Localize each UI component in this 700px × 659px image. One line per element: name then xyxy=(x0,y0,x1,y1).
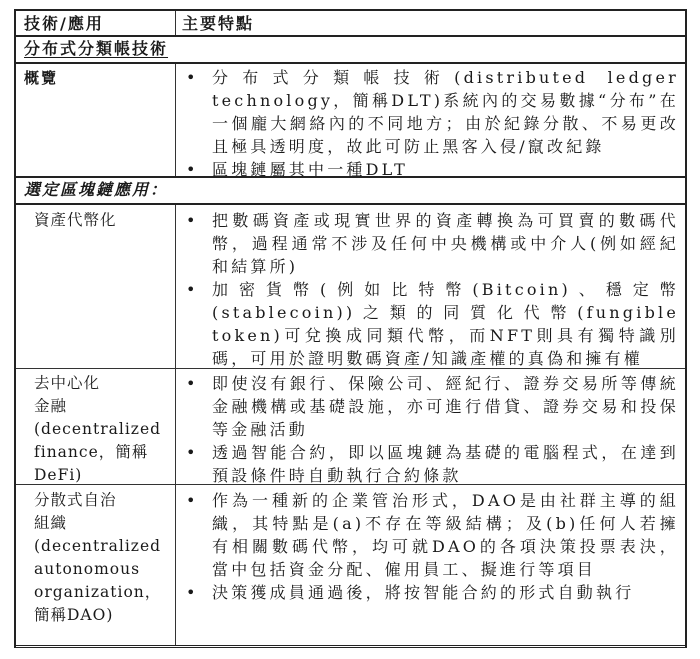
row-label: 分散式自治 組織 (decentralized autonomous organization， 簡稱DAO) xyxy=(16,485,176,645)
header-key-features: 主要特點 xyxy=(182,14,255,33)
row-features xyxy=(176,369,685,484)
table-row-overview xyxy=(16,64,685,178)
list-item: • 把數碼資產或現實世界的資產轉換為可買賣的數碼代幣，過程通常不涉及任何中央機構或中介人(例如經紀和結算所) xyxy=(182,209,679,278)
list-item: • 分布式分類帳技術(distributed ledger technology，簡稱DLT)系統內的交易數據“分布”在一個龐大網絡內的不同地方；由於紀錄分散、不易更改且極具透明度，故此可防止黑客入侵/竄改紀錄 xyxy=(182,66,679,158)
row-features xyxy=(176,205,685,368)
list-item: • 區塊鏈屬其中一種DLT xyxy=(182,158,679,181)
table-row-tokenization xyxy=(16,205,685,369)
list-item: • 作為一種新的企業管治形式，DAO是由社群主導的組織，其特點是(a)不存在等級結構；及(b)任何人若擁有相關數碼代幣，均可就DAO的各項決策投票表決，當中包括資金分配、僱用員工、擬進行等項目 xyxy=(182,489,679,581)
list-item: • 加密貨幣(例如比特幣(Bitcoin)、穩定幣(stablecoin))之類的同質化代幣(fungible token)可兌換成同類代幣，而NFT則具有獨特識別碼，可用於證明數碼資產/知識產權的真偽和擁有權 xyxy=(182,278,679,370)
list-item: • 透過智能合約，即以區塊鏈為基礎的電腦程式，在達到預設條件時自動執行合約條款 xyxy=(182,441,679,487)
table-header-row xyxy=(16,11,685,37)
section-row-dlt xyxy=(16,37,685,64)
features-table xyxy=(14,9,687,648)
section-row-blockchain-apps xyxy=(16,178,685,205)
row-features xyxy=(176,485,685,645)
table-row-defi xyxy=(16,369,685,485)
header-technology-application: 技術/應用 xyxy=(16,11,176,35)
list-item: • 即使沒有銀行、保險公司、經紀行、證券交易所等傳統金融機構或基礎設施，亦可進行借貸、證券交易和投保等金融活動 xyxy=(182,372,679,441)
row-label: 資產代幣化 xyxy=(16,205,176,368)
section-title: 分布式分類帳技術 xyxy=(24,39,169,58)
section-title: 選定區塊鏈應用： xyxy=(24,180,169,199)
row-label: 概覽 xyxy=(16,64,176,176)
list-item: • 決策獲成員通過後，將按智能合約的形式自動執行 xyxy=(182,581,679,604)
row-label: 去中心化 金融 (decentralized finance，簡稱 DeFi) xyxy=(16,369,176,484)
table-row-dao xyxy=(16,485,685,648)
row-features xyxy=(176,64,685,179)
